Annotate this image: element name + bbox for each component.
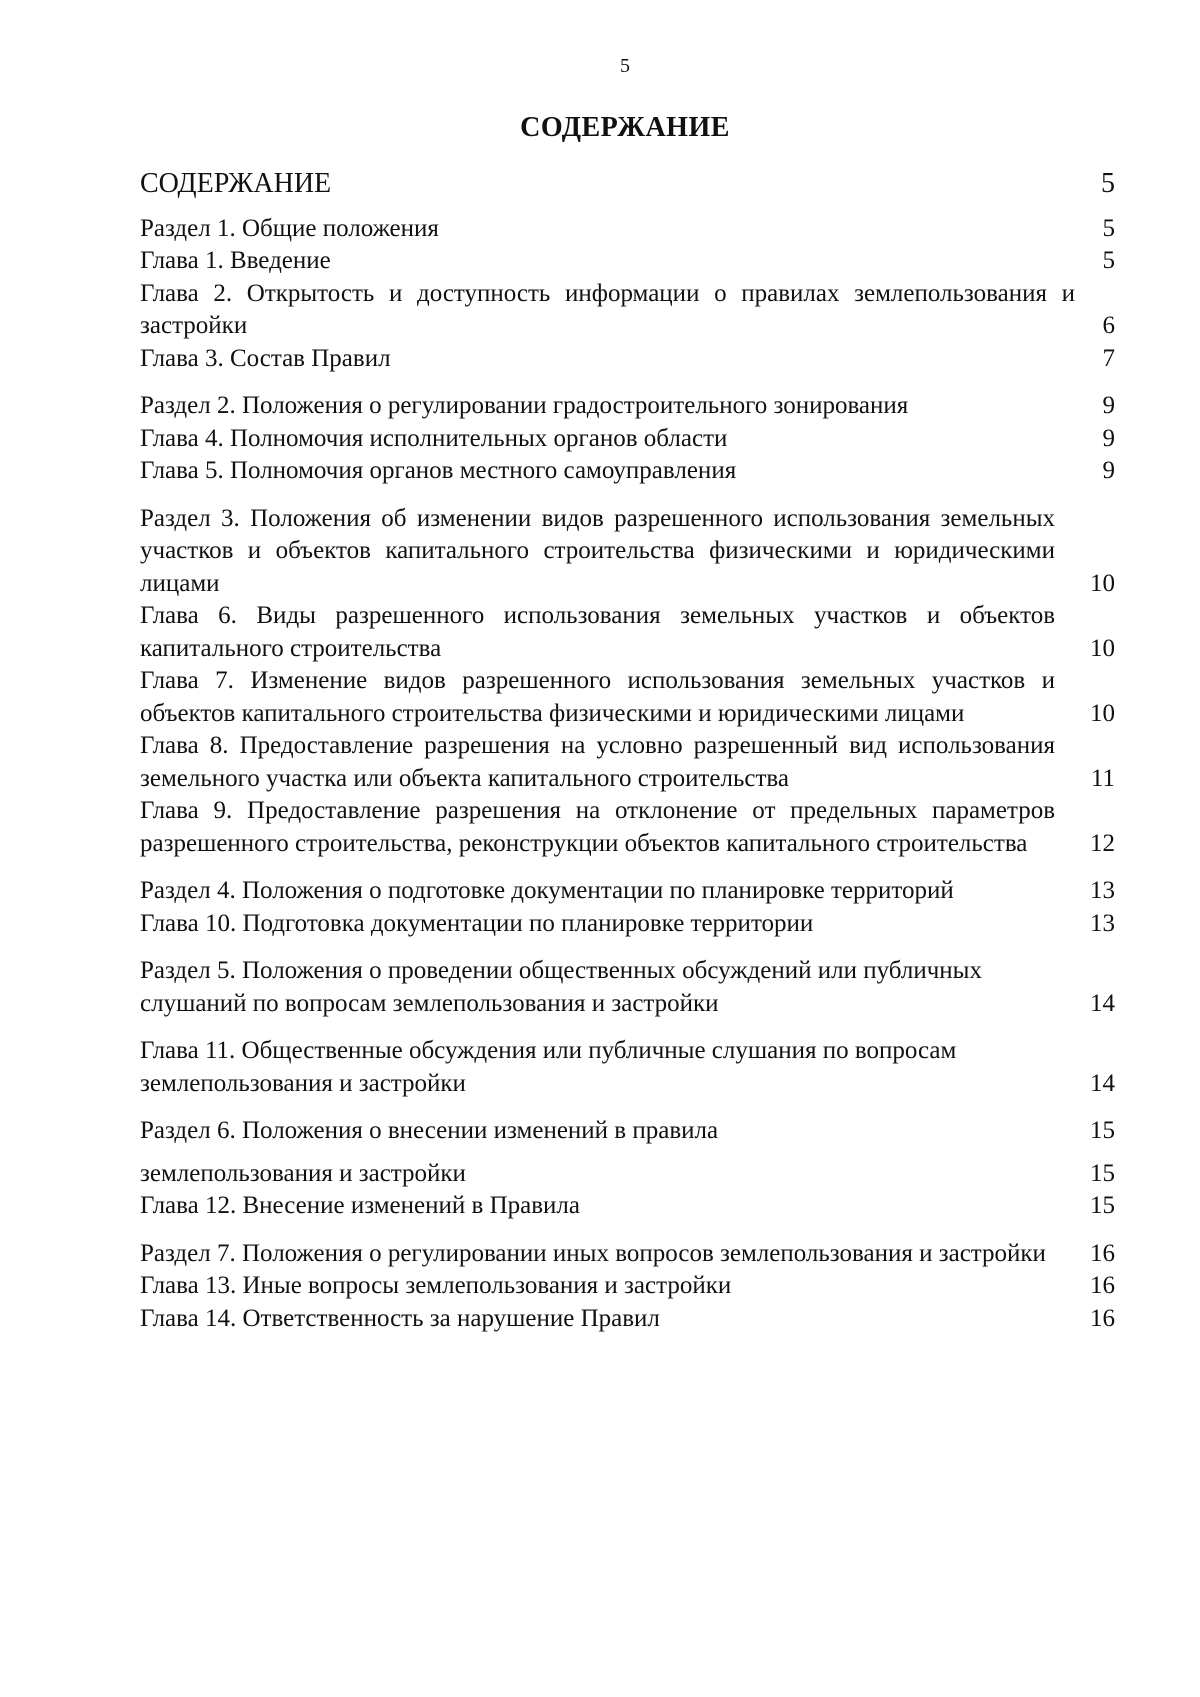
- toc-entry-title: Раздел 2. Положения о регулировании градостроительного зонирования: [140, 392, 909, 419]
- toc-group: [140, 213, 1115, 376]
- toc-entry-page: 7: [1102, 344, 1115, 372]
- toc-entry[interactable]: [140, 1115, 1115, 1148]
- toc-entry-page: 13: [1090, 909, 1115, 937]
- toc-entry-page: 15: [1090, 1117, 1115, 1144]
- toc-entry[interactable]: [140, 278, 1115, 343]
- toc-group: [140, 955, 1115, 1020]
- toc-group: [140, 1238, 1115, 1336]
- toc-entry-title: Глава 1. Введение: [140, 247, 331, 274]
- toc-entry-page: 16: [1090, 1304, 1115, 1332]
- toc-entry-title: Раздел 5. Положения о проведении общественных обсуждений или публичных слушаний по вопросам землепользования и застройки: [140, 957, 982, 1017]
- toc-entry[interactable]: [140, 1303, 1115, 1336]
- toc-entry-title: Раздел 7. Положения о регулировании иных вопросов землепользования и застройки: [140, 1239, 1046, 1267]
- toc-entry-title: Глава 14. Ответственность за нарушение Правил: [140, 1304, 660, 1332]
- toc-entry-title: Глава 10. Подготовка документации по планировке территории: [140, 909, 814, 937]
- toc-entry-title: Раздел 3. Положения об изменении видов разрешенного использования земельных участков и объектов капитального строительства физическими и юридическими лицами: [140, 504, 1055, 597]
- toc-entry[interactable]: [140, 600, 1115, 665]
- toc-entry-page: 15: [1090, 1159, 1115, 1187]
- toc-entry-title: СОДЕРЖАНИЕ: [140, 168, 332, 199]
- toc-entry-page: 9: [1102, 424, 1115, 452]
- toc-entry-page: 14: [1090, 989, 1115, 1017]
- toc-entry-title: Раздел 4. Положения о подготовке документации по планировке территорий: [140, 877, 954, 904]
- toc-entry-title: Глава 5. Полномочия органов местного самоуправления: [140, 457, 737, 484]
- toc-group: [140, 875, 1115, 940]
- toc-entry[interactable]: [140, 343, 1115, 376]
- toc-entry-page: 12: [1090, 829, 1115, 857]
- toc-entry[interactable]: [140, 1190, 1115, 1223]
- toc-entry-title: Раздел 6. Положения о внесении изменений в правила: [140, 1117, 719, 1144]
- toc-entry-page: 10: [1090, 699, 1115, 727]
- page-title: СОДЕРЖАНИЕ: [520, 112, 730, 143]
- spacer: [140, 1148, 1115, 1158]
- toc-entry[interactable]: [140, 213, 1115, 246]
- toc-entry-page: 11: [1090, 764, 1115, 792]
- toc-entry-page: 5: [1102, 247, 1115, 274]
- toc-entry[interactable]: [140, 795, 1115, 860]
- toc-entry-title: Глава 9. Предоставление разрешения на отклонение от предельных параметров разрешенного строительства, реконструкции объектов капитального строительства: [140, 797, 1055, 857]
- toc-entry[interactable]: [140, 955, 1115, 1020]
- toc-entry-page: 14: [1090, 1069, 1115, 1097]
- page-number: 5: [620, 55, 630, 77]
- toc-group: [140, 390, 1115, 488]
- toc-entry-page: 5: [1102, 214, 1115, 242]
- toc-entry-title: Глава 2. Открытость и доступность информации о правилах землепользования и застройки: [140, 279, 1075, 339]
- toc-entry-title: Глава 8. Предоставление разрешения на условно разрешенный вид использования земельного участка или объекта капитального строительства: [140, 732, 1055, 792]
- toc-group: [140, 1035, 1115, 1100]
- toc-entry-page: 15: [1090, 1192, 1115, 1219]
- toc-entry-title: Глава 12. Внесение изменений в Правила: [140, 1192, 580, 1219]
- toc-entry[interactable]: [140, 1238, 1115, 1271]
- toc-entry[interactable]: [140, 665, 1115, 730]
- toc-entry[interactable]: [140, 455, 1115, 488]
- toc-entry[interactable]: [140, 875, 1115, 908]
- toc-group: [140, 1115, 1115, 1223]
- toc-entry[interactable]: [140, 503, 1115, 601]
- toc-entry[interactable]: [140, 1270, 1115, 1303]
- toc-entry[interactable]: [140, 245, 1115, 278]
- toc-entry-title: землепользования и застройки: [140, 1159, 466, 1187]
- toc-entry[interactable]: [140, 423, 1115, 456]
- toc-entry-title: Глава 13. Иные вопросы землепользования и застройки: [140, 1272, 732, 1299]
- toc-entry-page: 6: [1102, 312, 1115, 339]
- toc-group: [140, 168, 1115, 201]
- toc-entry-page: 5: [1101, 168, 1115, 199]
- toc-entry[interactable]: [140, 390, 1115, 423]
- toc-entry-page: 9: [1102, 392, 1115, 419]
- toc-entry-page: 13: [1090, 877, 1115, 904]
- toc-entry-page: 16: [1090, 1272, 1115, 1299]
- toc-entry-title: Глава 3. Состав Правил: [140, 344, 391, 372]
- toc-entry[interactable]: [140, 908, 1115, 941]
- toc-entry-title: Раздел 1. Общие положения: [140, 214, 439, 242]
- toc-entry-title: Глава 11. Общественные обсуждения или публичные слушания по вопросам землепользования и застройки: [140, 1037, 957, 1097]
- toc-entry[interactable]: [140, 1035, 1115, 1100]
- toc-entry-page: 9: [1102, 457, 1115, 484]
- toc-entry[interactable]: [140, 168, 1115, 201]
- toc-entry-title: Глава 6. Виды разрешенного использования земельных участков и объектов капитального строительства: [140, 602, 1055, 662]
- table-of-contents: [140, 168, 1115, 1350]
- toc-entry-page: 16: [1090, 1239, 1115, 1267]
- toc-entry-page: 10: [1090, 634, 1115, 662]
- toc-entry[interactable]: [140, 730, 1115, 795]
- toc-group: [140, 503, 1115, 861]
- toc-entry[interactable]: [140, 1158, 1115, 1191]
- toc-entry-page: 10: [1090, 569, 1115, 597]
- toc-entry-title: Глава 4. Полномочия исполнительных органов области: [140, 424, 728, 452]
- toc-entry-title: Глава 7. Изменение видов разрешенного использования земельных участков и объектов капитального строительства физическими и юридическими лицами: [140, 667, 1055, 727]
